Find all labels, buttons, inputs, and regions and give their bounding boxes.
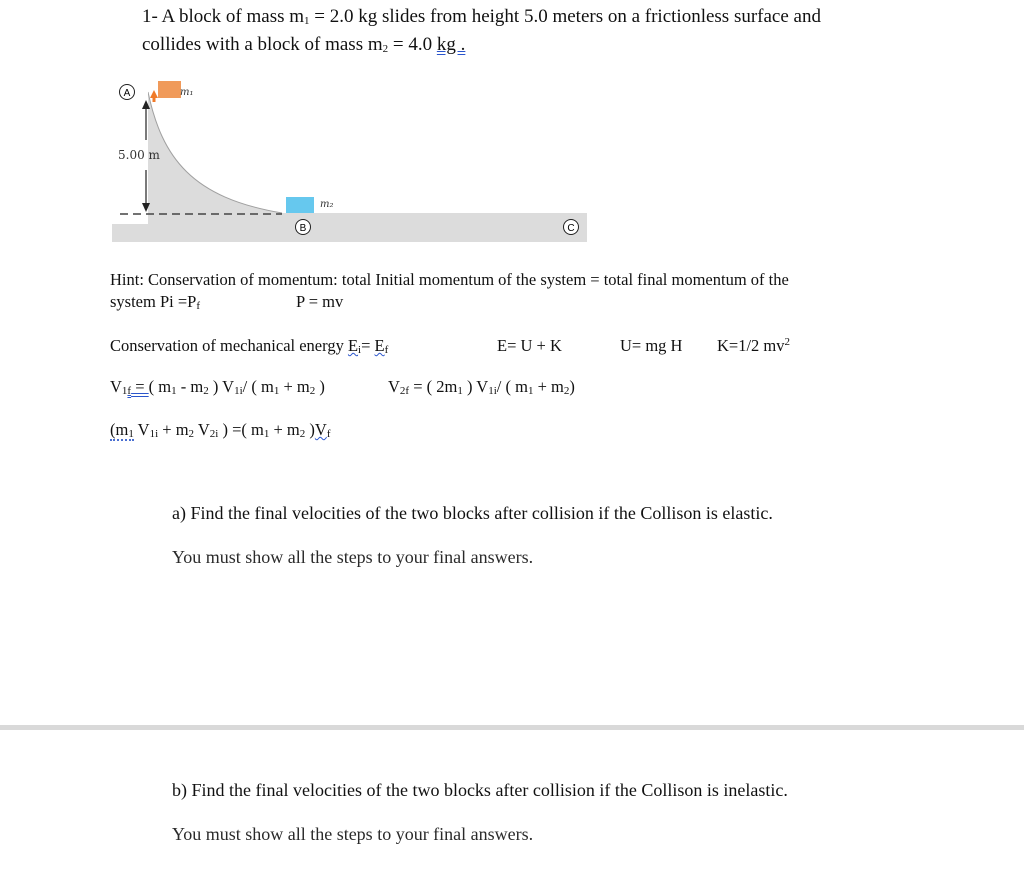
- question-a: a) Find the final velocities of the two blocks after collision if the Collison is elastic.: [172, 503, 773, 523]
- energy-line: Conservation of mechanical energy Ei= Ef: [110, 336, 389, 356]
- m2-label: m₂: [320, 199, 334, 210]
- kinetic-energy: K=1/2 $mv^2$: [717, 336, 791, 355]
- formula-v2f: V2f = ( 2m1 ) V1i/ ( m1 + m2): [388, 377, 575, 397]
- hint-block: [110, 269, 789, 315]
- ramp-figure: [112, 78, 587, 246]
- energy-final: Ef: [374, 336, 389, 356]
- block-m1: [158, 81, 181, 98]
- problem-line-2: collides with a block of mass m2 = 4.0 kg .: [142, 34, 466, 55]
- instruction-a: You must show all the steps to your final answers.: [172, 547, 534, 567]
- final-velocity-term: Vf: [314, 420, 331, 440]
- point-c-label: C: [567, 223, 575, 234]
- question-b: b) Find the final velocities of the two blocks after collision if the Collison is inelastic.: [172, 780, 788, 800]
- ramp-surface: [112, 92, 587, 242]
- point-a-label: A: [123, 88, 131, 99]
- problem-statement: [142, 4, 821, 60]
- instruction-b: You must show all the steps to your final answers.: [172, 824, 534, 844]
- height-label: 5.00 m: [118, 148, 160, 162]
- problem-line-1: 1- A block of mass m1 = 2.0 kg slides from height 5.0 meters on a frictionless surface and: [142, 6, 821, 27]
- energy-total: E= U + K: [497, 336, 562, 355]
- formula-v1f: V1f = ( m1 - m2 ) V1i/ ( m1 + m2 ): [110, 377, 325, 397]
- m1-label: m₁: [180, 87, 194, 98]
- orange-arrow-icon: [150, 90, 158, 98]
- block-m2: [286, 197, 314, 213]
- energy-initial: Ei: [347, 336, 362, 356]
- hint-line-2: system Pi =Pf P = mv: [110, 292, 344, 312]
- momentum-formula: P = mv: [296, 292, 344, 311]
- point-b-label: B: [299, 223, 307, 234]
- unit-kg: kg .: [436, 34, 466, 55]
- formula-open-term: (m1: [110, 420, 134, 440]
- page-divider: [0, 725, 1024, 730]
- potential-energy: U= mg H: [620, 336, 683, 355]
- hint-line-1: Hint: Conservation of momentum: total Initial momentum of the system = total final momentum of the: [110, 270, 789, 289]
- formula-inelastic: (m1 V1i + m2 V2i ) =( m1 + m2 )Vf: [110, 420, 331, 440]
